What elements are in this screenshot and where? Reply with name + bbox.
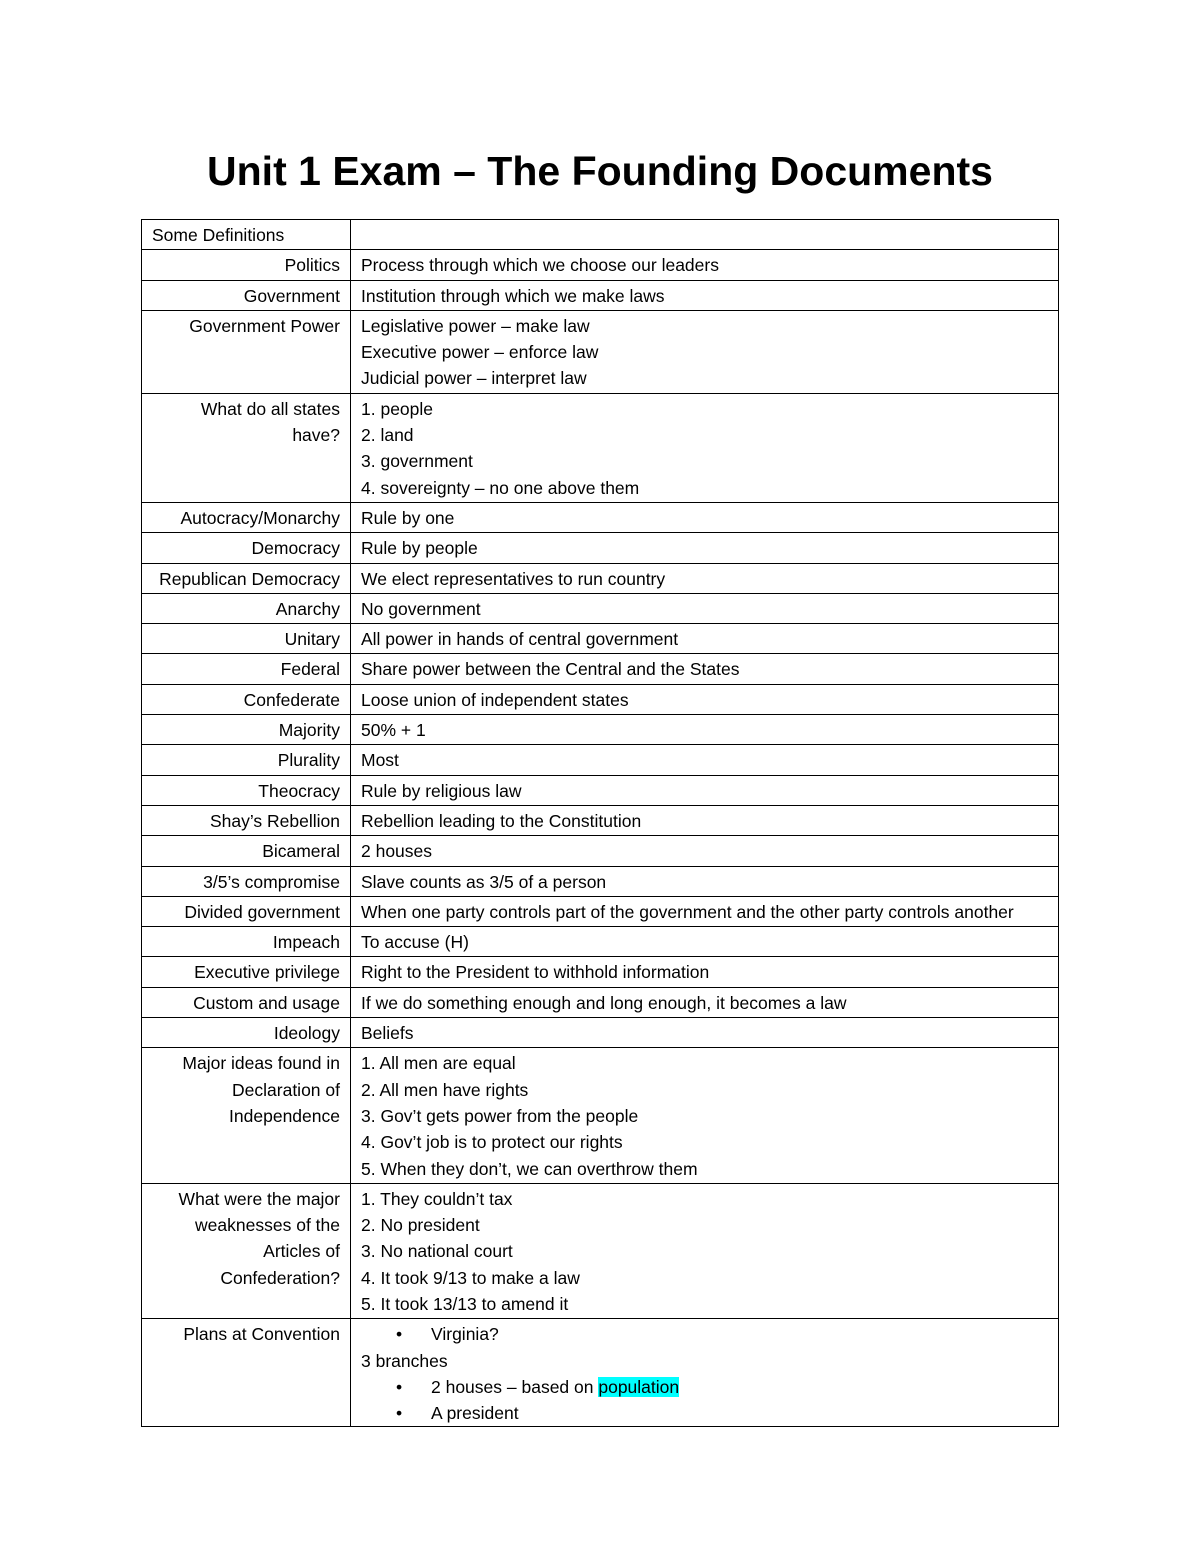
definition-line: 1. They couldn’t tax [361,1188,513,1209]
table-row [142,866,1059,896]
definition-cell [351,624,1059,654]
definition-line: All power in hands of central government [361,629,679,650]
table-row [142,624,1059,654]
term-cell: Bicameral [142,836,351,866]
definition-line: 5. It took 13/13 to amend it [361,1293,569,1314]
definition-cell [351,393,1059,502]
definition-line: We elect representatives to run country [361,568,666,589]
term-cell: Majority [142,715,351,745]
definition-line: 4. sovereignty – no one above them [361,477,640,498]
definition-cell [351,1183,1059,1318]
term-cell: Major ideas found in Declaration of Independence [142,1048,351,1183]
definition-line: 4. Gov’t job is to protect our rights [361,1132,623,1153]
table-row [142,987,1059,1017]
definition-cell [351,1319,1059,1427]
definition-line: 3. government [361,451,473,472]
term-cell: 3/5’s compromise [142,866,351,896]
definition-cell [351,1018,1059,1048]
term-cell: Ideology [142,1018,351,1048]
bullet-text: Virginia? [431,1324,499,1345]
table-row [142,715,1059,745]
table-row [142,533,1059,563]
definition-line: Rebellion leading to the Constitution [361,810,642,831]
definition-line: 2. All men have rights [361,1079,529,1100]
term-cell: Confederate [142,684,351,714]
table-row [142,805,1059,835]
definition-line: 3. No national court [361,1241,513,1262]
definition-line: Process through which we choose our leaders [361,255,719,276]
definition-line: Slave counts as 3/5 of a person [361,871,607,892]
table-row [142,927,1059,957]
definition-line: Institution through which we make laws [361,285,665,306]
definition-line: Executive power – enforce law [361,342,599,363]
definition-line: Rule by one [361,507,455,528]
table-row [142,745,1059,775]
term-cell: Unitary [142,624,351,654]
definition-cell [351,836,1059,866]
definition-cell [351,593,1059,623]
definition-line: 2. land [361,425,414,446]
bullet-item [361,1321,1048,1347]
term-cell: Impeach [142,927,351,957]
term-cell: Plans at Convention [142,1319,351,1427]
definition-cell [351,1048,1059,1183]
table-row-plans [142,1319,1059,1427]
definition-cell [351,654,1059,684]
term-cell: What do all states have? [142,393,351,502]
term-cell: Democracy [142,533,351,563]
term-cell: Federal [142,654,351,684]
term-cell: Theocracy [142,775,351,805]
definition-cell [351,250,1059,280]
term-cell: Custom and usage [142,987,351,1017]
definition-line: 50% + 1 [361,720,426,741]
definition-line: Judicial power – interpret law [361,368,587,389]
definition-cell [351,684,1059,714]
term-cell: Shay’s Rebellion [142,805,351,835]
table-row [142,1183,1059,1318]
table-row [142,957,1059,987]
definition-cell [351,563,1059,593]
definition-line: When one party controls part of the government and the other party controls another [361,901,1014,922]
definition-line: 1. people [361,398,434,419]
term-cell: Anarchy [142,593,351,623]
definition-cell [351,502,1059,532]
definition-cell [351,533,1059,563]
definition-line: Loose union of independent states [361,689,629,710]
bullet-icon: • [396,1324,403,1345]
definition-cell [351,957,1059,987]
definition-cell [351,715,1059,745]
definition-line: Beliefs [361,1023,414,1044]
table-row [142,1018,1059,1048]
term-cell: Divided government [142,896,351,926]
table-row [142,393,1059,502]
table-row [142,250,1059,280]
term-cell: Government [142,280,351,310]
table-header-row [142,220,1059,250]
definition-line: If we do something enough and long enough, it becomes a law [361,992,847,1013]
definition-line: 2 houses [361,841,433,862]
definition-line: Rule by religious law [361,780,522,801]
table-row [142,280,1059,310]
definition-line: No government [361,598,481,619]
definition-line: 2. No president [361,1215,480,1236]
table-row [142,775,1059,805]
table-row [142,836,1059,866]
term-cell: Republican Democracy [142,563,351,593]
table-row [142,502,1059,532]
bullet-text: 2 houses – based on [431,1376,599,1397]
term-cell: Plurality [142,745,351,775]
definition-line: Legislative power – make law [361,315,590,336]
definition-line: 1. All men are equal [361,1053,516,1074]
table-row [142,310,1059,393]
table-row [142,654,1059,684]
definition-cell [351,896,1059,926]
definition-line: 3. Gov’t gets power from the people [361,1105,639,1126]
definition-cell [351,987,1059,1017]
definition-cell [351,866,1059,896]
definition-cell [351,280,1059,310]
header-term: Some Definitions [142,220,351,250]
table-row [142,1048,1059,1183]
table-row [142,896,1059,926]
table-row [142,593,1059,623]
bullet-icon: • [396,1376,403,1397]
term-cell: Government Power [142,310,351,393]
bullet-item [361,1400,1048,1426]
bullet-text: A president [431,1403,519,1424]
bullet-icon: • [396,1403,403,1424]
definition-line: Right to the President to withhold information [361,962,710,983]
bullet-item [361,1374,1048,1400]
term-cell: Politics [142,250,351,280]
highlighted-text: population [598,1376,680,1397]
term-cell: What were the major weaknesses of the Articles of Confederation? [142,1183,351,1318]
definition-line: To accuse (H) [361,932,469,953]
definition-line: Most [361,750,399,771]
definition-line: Share power between the Central and the States [361,659,740,680]
definition-line: 5. When they don’t, we can overthrow them [361,1158,698,1179]
definition-cell [351,927,1059,957]
definition-line: 3 branches [361,1350,448,1371]
term-cell: Autocracy/Monarchy [142,502,351,532]
definition-line: 4. It took 9/13 to make a law [361,1267,580,1288]
definition-cell [351,775,1059,805]
table-row [142,684,1059,714]
table-row [142,563,1059,593]
definition-cell [351,745,1059,775]
header-def [351,220,1059,250]
page-title: Unit 1 Exam – The Founding Documents [207,148,993,194]
definition-cell [351,805,1059,835]
term-cell: Executive privilege [142,957,351,987]
definition-cell [351,310,1059,393]
definition-line: Rule by people [361,538,478,559]
definitions-table [141,219,1059,1427]
